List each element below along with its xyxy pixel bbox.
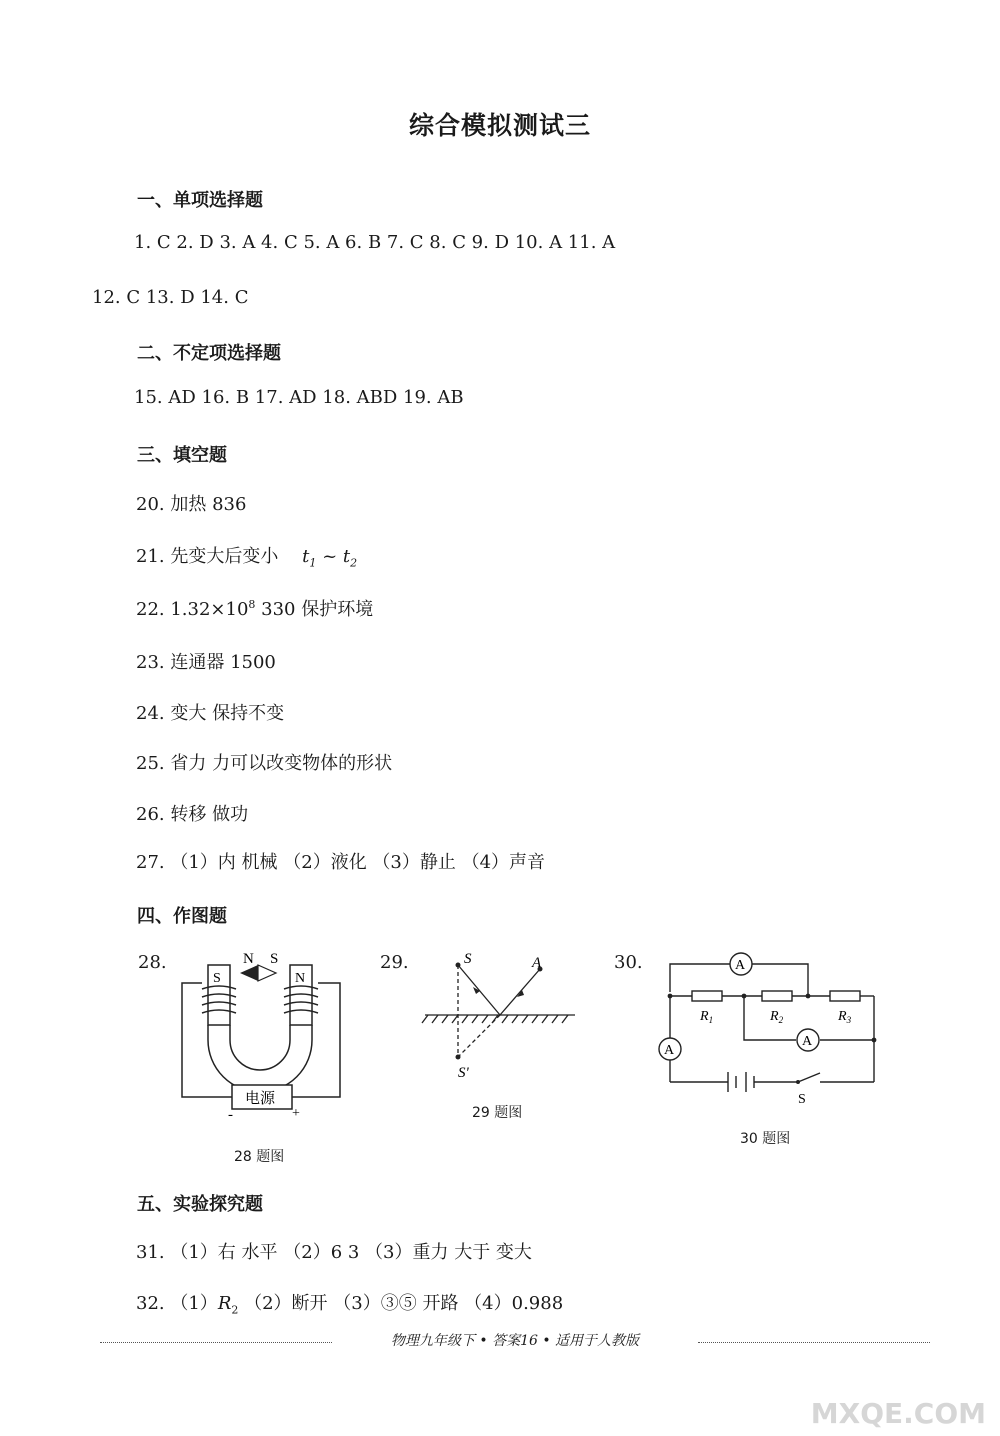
figure-30-circuit <box>650 940 890 1120</box>
mirror-hatch <box>422 1015 568 1023</box>
figure-29-caption: 29 题图 <box>472 1105 523 1121</box>
figure-29-number: 29. <box>380 952 409 973</box>
answer-q27: 27. （1）内 机械 （2）液化 （3）静止 （4）声音 <box>136 852 546 873</box>
left-pole-label: S <box>213 971 221 986</box>
label-switch: S <box>798 1092 806 1107</box>
q21-t2: $t_2$ <box>342 546 358 570</box>
answer-q23: 23. 连通器 1500 <box>136 652 276 673</box>
label-a: A <box>532 955 542 971</box>
figure-28-number: 28. <box>138 952 167 973</box>
footer-text: 物理九年级下 • 答案16 • 适用于人教版 <box>390 1333 640 1349</box>
answer-q32: 32. $(1)R_2$ （2）断开 （3）③⑤ 开路 （4）0.988 <box>136 1293 564 1317</box>
section-heading-2: 二、不定项选择题 <box>137 343 281 364</box>
page-footer <box>100 1326 930 1356</box>
needle-s-label: S <box>270 951 279 967</box>
right-pole-label: N <box>295 971 306 986</box>
figure-28-electromagnet <box>170 945 360 1125</box>
section-heading-4: 四、作图题 <box>137 906 227 927</box>
resistor-r3 <box>830 991 860 1001</box>
label-s: S <box>464 951 472 967</box>
label-r1: $R_1$ <box>700 1009 714 1025</box>
power-label: 电源 <box>245 1091 276 1107</box>
needle-north <box>240 965 258 981</box>
footer-dots-right <box>698 1342 930 1343</box>
resistor-r1 <box>692 991 722 1001</box>
needle-south <box>258 965 276 981</box>
section-heading-3: 三、填空题 <box>137 445 227 466</box>
u-outer <box>208 1025 312 1092</box>
needle-n-label: N <box>243 951 254 967</box>
node-3 <box>806 994 811 999</box>
answer-line-2: 12. C 13. D 14. C <box>92 287 249 308</box>
ammeter-top-label: A <box>735 958 746 973</box>
point-s <box>456 963 461 968</box>
answer-q25: 25. 省力 力可以改变物体的形状 <box>136 753 393 774</box>
resistor-r2 <box>762 991 792 1001</box>
wire-top-left <box>670 964 730 992</box>
label-r2: $R_2$ <box>770 1009 784 1025</box>
switch-blade <box>798 1073 820 1082</box>
label-s-prime: S' <box>458 1065 469 1081</box>
answer-line-1: 1. C 2. D 3. A 4. C 5. A 6. B 7. C 8. C 9. D 10. A 11. A <box>134 232 616 253</box>
power-minus: - <box>228 1107 233 1123</box>
node-2 <box>742 994 747 999</box>
figure-30-number: 30. <box>614 952 643 973</box>
answer-q24: 24. 变大 保持不变 <box>136 703 285 724</box>
section-heading-5: 五、实验探究题 <box>137 1194 263 1215</box>
answer-q22: 22. $1.32\times 10^8$ 330 保护环境 <box>136 598 374 620</box>
figure-30-caption: 30 题图 <box>740 1131 791 1147</box>
incident-arrow <box>473 987 480 994</box>
incident-ray <box>458 965 500 1015</box>
switch-pivot <box>796 1080 800 1084</box>
figure-28-caption: 28 题图 <box>234 1149 285 1165</box>
section-heading-1: 一、单项选择题 <box>137 190 263 211</box>
point-s-prime <box>456 1055 461 1060</box>
answer-q20: 20. 加热 836 <box>136 494 247 515</box>
node-1 <box>668 994 673 999</box>
footer-dots-left <box>100 1342 332 1343</box>
answer-q26: 26. 转移 做功 <box>136 804 249 825</box>
ammeter-left-label: A <box>664 1043 675 1058</box>
power-plus: + <box>292 1106 300 1121</box>
q21-tilde: ~ <box>322 546 338 567</box>
answer-q31: 31. （1）右 水平 （2）6 3 （3）重力 大于 变大 <box>136 1242 532 1263</box>
figure-29-reflection <box>420 945 590 1095</box>
virtual-ray-dashed <box>458 1015 500 1057</box>
page-title: 综合模拟测试三 <box>408 111 591 140</box>
answer-line-3: 15. AD 16. B 17. AD 18. ABD 19. AB <box>134 387 464 408</box>
reflected-ray <box>500 969 540 1015</box>
watermark: MXQE.COM <box>810 1397 986 1430</box>
q21-text: 21. 先变大后变小 <box>136 546 279 567</box>
label-r3: $R_3$ <box>838 1009 852 1025</box>
q21-t1: $t_1$ <box>302 546 317 570</box>
u-inner <box>230 1025 290 1070</box>
ammeter-right-label: A <box>802 1034 813 1049</box>
node-4 <box>872 1038 877 1043</box>
answer-q21 <box>136 542 357 570</box>
